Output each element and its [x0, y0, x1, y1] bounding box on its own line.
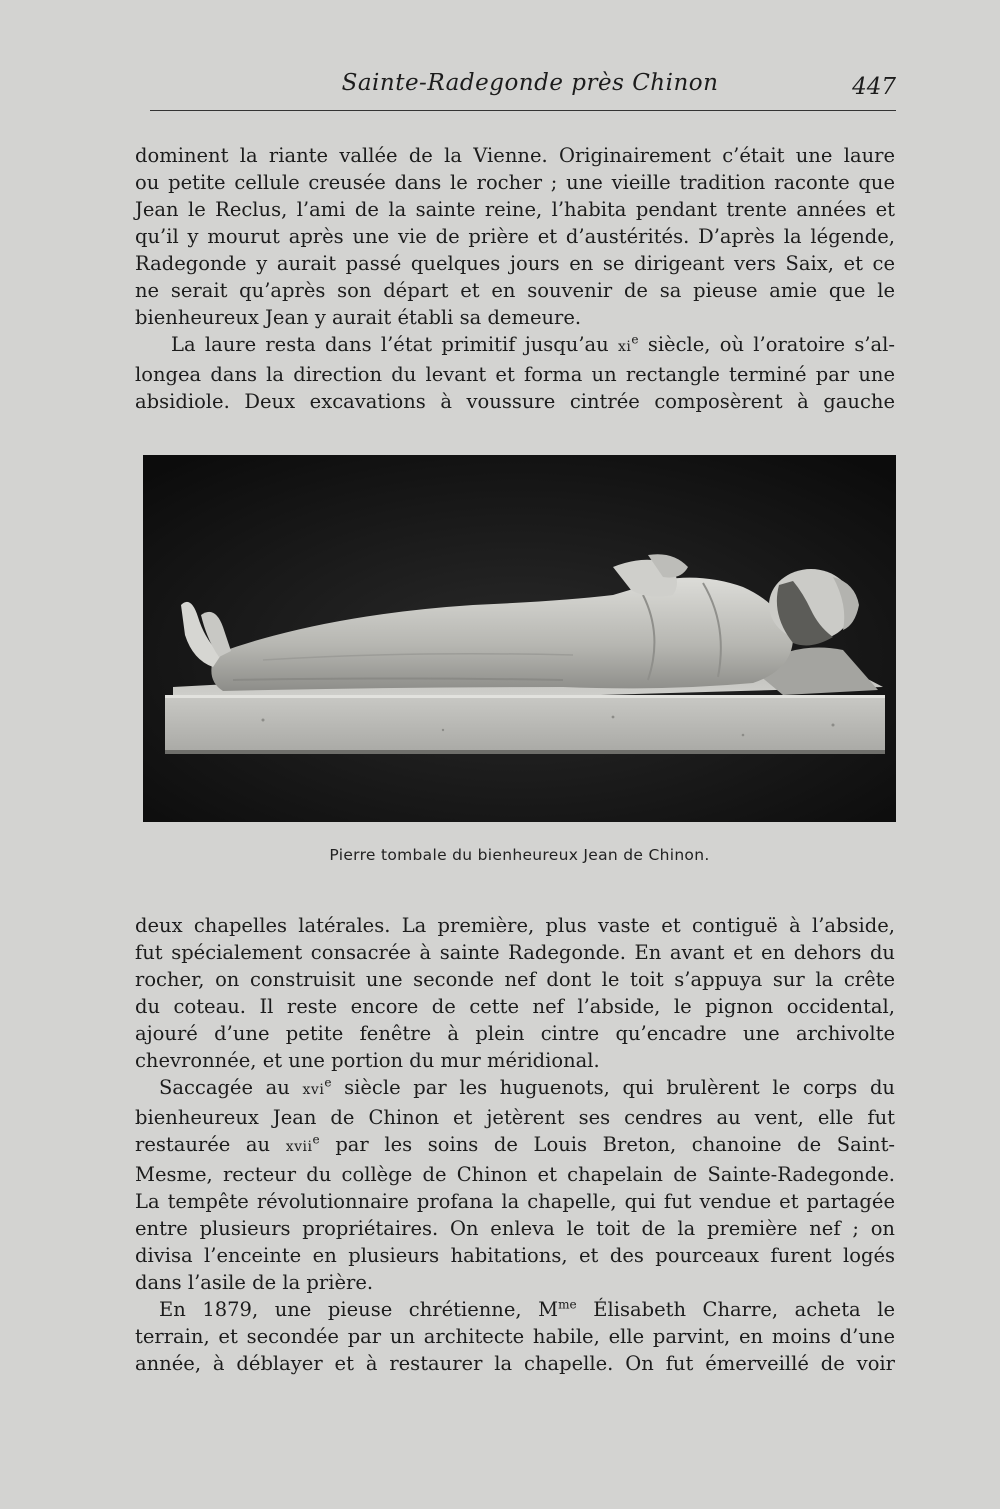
text-line: ou petite cellule creusée dans le rocher ; une vieille tradition raconte que — [135, 171, 895, 194]
ordinal-suffix: e — [312, 1132, 320, 1147]
text-line: terrain, et secondée par un architecte habile, elle parvint, en moins d’une — [135, 1325, 895, 1348]
effigy-illustration — [143, 455, 896, 822]
text-line: deux chapelles latérales. La première, plus vaste et contiguë à l’abside, — [135, 914, 895, 937]
running-title: Sainte-Radegonde près Chinon — [341, 70, 719, 96]
text-line: longea dans la direction du levant et forma un rectangle terminé par une — [135, 363, 895, 386]
text-block-bottom — [135, 912, 895, 1377]
text-fragment: Saccagée au — [159, 1076, 303, 1099]
effigy-photograph — [143, 455, 896, 822]
page-number: 447 — [852, 74, 896, 100]
text-line: Mesme, recteur du collège de Chinon et chapelain de Sainte-Radegonde. — [135, 1163, 895, 1186]
text-line: bienheureux Jean de Chinon et jetèrent ses cendres au vent, elle fut — [135, 1106, 895, 1129]
text-fragment: La laure resta dans l’état primitif jusqu’au — [171, 333, 618, 356]
running-head — [150, 66, 896, 106]
ordinal-suffix: e — [324, 1075, 332, 1090]
century-numeral: xi — [618, 339, 632, 355]
text-line — [135, 1074, 895, 1104]
text-line: qu’il y mourut après une vie de prière et d’austérités. D’après la légende, — [135, 225, 895, 248]
text-line: Radegonde y aurait passé quelques jours en se dirigeant vers Saix, et ce — [135, 252, 895, 275]
text-line: absidiole. Deux excavations à voussure cintrée composèrent à gauche — [135, 390, 895, 413]
text-fragment: En 1879, une pieuse chrétienne, M — [159, 1298, 559, 1321]
text-line: dominent la riante vallée de la Vienne. Originairement c’était une laure — [135, 144, 895, 167]
text-line — [135, 1296, 895, 1323]
text-line: chevronnée, et une portion du mur méridional. — [135, 1049, 600, 1072]
text-fragment: siècle, où l’oratoire s’al- — [638, 333, 895, 356]
text-fragment: siècle par les huguenots, qui brulèrent le corps du — [331, 1076, 895, 1099]
text-line — [135, 331, 895, 361]
text-line: année, à déblayer et à restaurer la chapelle. On fut émerveillé de voir — [135, 1352, 895, 1375]
text-line: ajouré d’une petite fenêtre à plein cintre qu’encadre une archivolte — [135, 1022, 895, 1045]
text-line: dans l’asile de la prière. — [135, 1271, 374, 1294]
text-line: entre plusieurs propriétaires. On enleva le toit de la première nef ; on — [135, 1217, 895, 1240]
figure-caption: Pierre tombale du bienheureux Jean de Chinon. — [329, 846, 710, 864]
text-line: ne serait qu’après son départ et en souvenir de sa pieuse amie que le — [135, 279, 895, 302]
text-line: divisa l’enceinte en plusieurs habitations, et des pourceaux furent logés — [135, 1244, 895, 1267]
text-line: du coteau. Il reste encore de cette nef l’abside, le pignon occidental, — [135, 995, 895, 1018]
text-line: fut spécialement consacrée à sainte Radegonde. En avant et en dehors du — [135, 941, 895, 964]
header-rule — [150, 110, 896, 111]
ordinal-suffix: e — [631, 332, 639, 347]
title-suffix: me — [558, 1297, 577, 1312]
text-line: La tempête révolutionnaire profana la chapelle, qui fut vendue et partagée — [135, 1190, 895, 1213]
text-fragment: restaurée au — [135, 1133, 286, 1156]
text-line — [135, 1131, 895, 1161]
text-fragment: Élisabeth Charre, acheta le — [576, 1298, 895, 1321]
century-numeral: xvii — [285, 1139, 313, 1155]
text-fragment: par les soins de Louis Breton, chanoine de Saint- — [319, 1133, 896, 1156]
text-line: bienheureux Jean y aurait établi sa demeure. — [135, 306, 582, 329]
text-block-top — [135, 142, 895, 415]
text-line: rocher, on construisit une seconde nef dont le toit s’appuya sur la crête — [135, 968, 895, 991]
century-numeral: xvi — [302, 1082, 325, 1098]
text-line: Jean le Reclus, l’ami de la sainte reine, l’habita pendant trente années et — [135, 198, 895, 221]
